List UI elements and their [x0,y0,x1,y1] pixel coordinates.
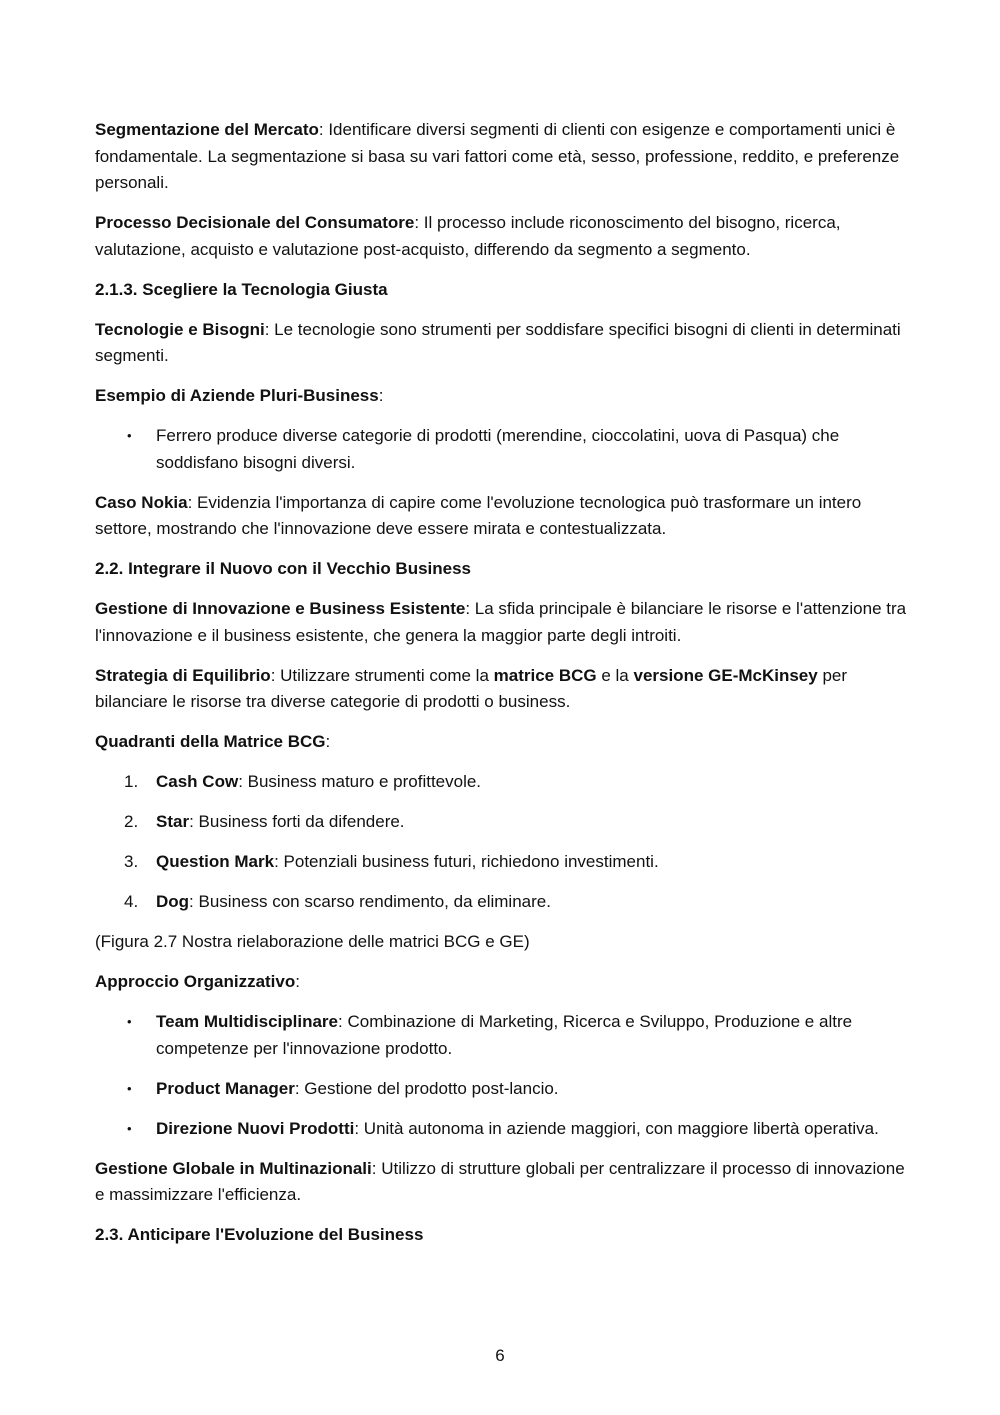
list-item [95,1009,910,1062]
list-item [95,1116,910,1143]
list-item-text: : Business forti da difendere. [189,812,405,831]
bullet-list-ferrero [95,423,910,476]
numbered-list-bcg [95,769,910,916]
term-esempio: Esempio di Aziende Pluri-Business [95,386,379,405]
bullet-icon: • [127,1080,132,1096]
term-segmentazione: Segmentazione del Mercato [95,120,319,139]
term-nokia: Caso Nokia [95,492,188,512]
term-tecnologie: Tecnologie e Bisogni [95,319,265,339]
bullet-icon: • [127,428,132,443]
text-esempio: : [378,386,384,405]
section-heading-2-3: 2.3. Anticipare l'Evoluzione del Business [95,1225,424,1244]
paragraph-nokia [95,490,910,543]
list-item-text: : Gestione del prodotto post-lancio. [294,1078,559,1098]
paragraph-gestione [95,596,910,649]
paragraph-quadranti [95,729,910,756]
text-tecnologie: : Le tecnologie sono strumenti per soddisfare specifici bisogni di clienti in determinati segmenti. [95,319,901,365]
list-item-term: Product Manager [156,1078,295,1098]
list-item-text: : Unità autonoma in aziende maggiori, con maggiore libertà operativa. [354,1118,879,1138]
bullet-list-organizzativo [95,1009,910,1142]
paragraph-processo [95,210,910,263]
bullet-icon: • [127,1014,132,1029]
list-item-term: Question Mark [156,852,275,871]
paragraph-segmentazione [95,117,910,197]
list-item-term: Team Multidisciplinare [156,1012,339,1031]
list-item-term: Dog [156,892,190,911]
list-item [95,1076,910,1103]
list-item-text: Ferrero produce diverse categorie di prodotti (merendine, cioccolatini, uova di Pasqua) che soddisfano bisogni diversi. [156,426,840,472]
term-approccio: Approccio Organizzativo [95,972,296,991]
figure-caption: (Figura 2.7 Nostra rielaborazione delle matrici BCG e GE) [95,932,530,951]
list-number: 1. [124,772,139,791]
term-processo: Processo Decisionale del Consumatore [95,213,415,232]
list-item [95,423,910,476]
list-number: 2. [124,812,139,831]
text-strategia-2: e la [596,665,634,685]
paragraph-globale [95,1156,910,1209]
term-quadranti: Quadranti della Matrice BCG [95,732,326,751]
paragraph-strategia [95,663,910,716]
term-globale: Gestione Globale in Multinazionali [95,1158,372,1178]
list-item-term: Star [156,812,190,831]
text-strategia-1: : Utilizzare strumenti come la [270,665,494,685]
list-item-term: Direzione Nuovi Prodotti [156,1118,355,1138]
text-gestione: : La sfida principale è bilanciare le risorse e l'attenzione tra l'innovazione e il business esistente, che genera la maggior parte degli introiti. [95,599,907,645]
paragraph-tecnologie [95,317,910,370]
list-number: 4. [124,892,139,911]
text-segmentazione: : Identificare diversi segmenti di clienti con esigenze e comportamenti unici è fondamentale. La segmentazione si basa su vari fattori come età, sesso, professione, reddito, e preferenze personali. [95,120,900,192]
list-item-text: : Combinazione di Marketing, Ricerca e Sviluppo, Produzione e altre competenze per l'innovazione prodotto. [156,1012,853,1058]
page-number: 6 [495,1346,505,1365]
paragraph-esempio [95,383,910,410]
term-strategia: Strategia di Equilibrio [95,665,271,685]
list-item-term: Cash Cow [156,772,239,791]
bullet-icon: • [127,1120,132,1136]
text-globale: : Utilizzo di strutture globali per centralizzare il processo di innovazione e massimizzare l'efficienza. [95,1158,905,1204]
list-item [95,849,910,876]
list-item-text: : Business con scarso rendimento, da eliminare. [189,892,551,911]
section-heading-2-2: 2.2. Integrare il Nuovo con il Vecchio Business [95,559,472,578]
text-nokia: : Evidenzia l'importanza di capire come l'evoluzione tecnologica può trasformare un intero settore, mostrando che l'innovazione deve essere mirata e contestualizzata. [95,492,862,538]
term-matrice-bcg: matrice BCG [493,665,597,685]
term-gestione: Gestione di Innovazione e Business Esistente [95,599,466,618]
list-item-text: : Potenziali business futuri, richiedono investimenti. [274,852,659,871]
list-item [95,769,910,796]
list-item-text: : Business maturo e profittevole. [238,772,482,791]
list-item [95,809,910,836]
text-approccio: : [295,972,300,991]
section-heading-2-1-3: 2.1.3. Scegliere la Tecnologia Giusta [95,279,388,299]
term-ge-mckinsey: versione GE-McKinsey [633,665,818,685]
paragraph-approccio [95,969,910,996]
text-quadranti: : [325,732,331,751]
text-strategia-3: per bilanciare le risorse tra diverse categorie di prodotti o business. [95,665,848,711]
page-content [95,117,910,1262]
list-number: 3. [124,852,139,871]
text-processo: : Il processo include riconoscimento del bisogno, ricerca, valutazione, acquisto e valutazione post-acquisto, differendo da segmento a segmento. [95,213,841,259]
list-item [95,889,910,916]
